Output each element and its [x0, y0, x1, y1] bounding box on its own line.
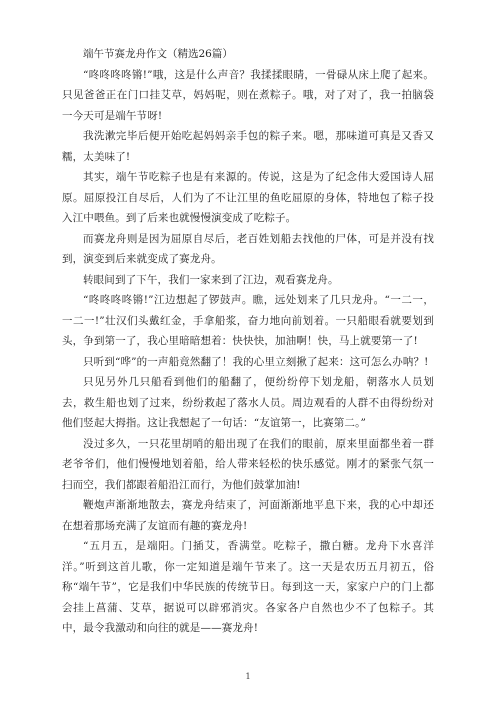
paragraph-9: 没过多久，一只花里胡哨的船出现了在我们的眼前，原来里面都坐着一群老爷爷们，他们慢慢地划着船，给人带来轻松的快乐感觉。刚才的紧张气氛一扫而空，我们都跟着船沿江而行，为他们鼓掌加油!: [62, 437, 434, 491]
paragraph-2: 我洗漱完毕后便开始吃起妈妈亲手包的粽子来。嗯，那味道可真是又香又糯，太美味了!: [62, 130, 434, 163]
paragraph-5: 转眼间到了下午，我们一家来到了江边，观看赛龙舟。: [83, 273, 339, 286]
document-body: [62, 44, 434, 639]
document-title: 端午节赛龙舟作文（精选26篇）: [83, 48, 233, 60]
page-number: 1: [245, 672, 251, 681]
paragraph-11: “五月五，是端阳。门插艾，香满堂。吃粽子，撒白糖。龙舟下水喜洋洋。”听到这首儿歌，你一定知道是端午节来了。这一天是农历五月初五，俗称“端午节”，它是我们中华民族的传统节日。每到这一天，家家户户的门上都会挂上菖蒲、艾草，据说可以辟邪消灾。各家各户自然也少不了包粽子。其中，最令我激动和向往的就是——赛龙舟!: [62, 540, 434, 634]
paragraph-3: 其实，端午节吃粽子也是有来源的。传说，这是为了纪念伟大爱国诗人屈原。屈原投江自尽后，人们为了不让江里的鱼吃屈原的身体，特地包了粽子投入江中喂鱼。到了后来也就慢慢演变成了吃粽子。: [62, 171, 434, 224]
paragraph-8: 只见另外几只船看到他们的船翻了，便纷纷停下划龙船，朝落水人员划去，救生船也划了过来，纷纷救起了落水人员。周边观看的人群不由得纷纷对他们竖起大拇指。这让我想起了一句话：“友谊第一，比赛第二。”: [62, 376, 434, 429]
paragraph-6: “咚咚咚咚锵!”江边想起了锣鼓声。瞧，远处划来了几只龙舟。“一二一，一二一!”壮汉们头戴红金，手拿船浆，奋力地向前划着。一只船眼看就要划到头，争到第一了，我心里暗暗想着：快快快，加油啊！快，马上就要第一了!: [62, 294, 434, 347]
paragraph-1: “咚咚咚咚锵!”哦，这是什么声音？我揉揉眼睛，一骨碌从床上爬了起来。只见爸爸正在门口挂艾草，妈妈呢，则在煮粽子。哦，对了对了，我一拍脑袋一今天可是端午节呀!: [62, 68, 434, 122]
paragraph-10: 鞭炮声渐渐地散去，赛龙舟结束了，河面渐渐地平息下来，我的心中却还在想着那场充满了友谊而有趣的赛龙舟!: [62, 499, 434, 532]
paragraph-7: 只听到“哗”的一声船竟然翻了！我的心里立刻揪了起来：这可怎么办呐？!: [83, 355, 429, 368]
paragraph-4: 而赛龙舟则是因为屈原自尽后，老百姓划船去找他的尸体，可是并没有找到，演变到后来就变成了赛龙舟。: [62, 232, 434, 265]
